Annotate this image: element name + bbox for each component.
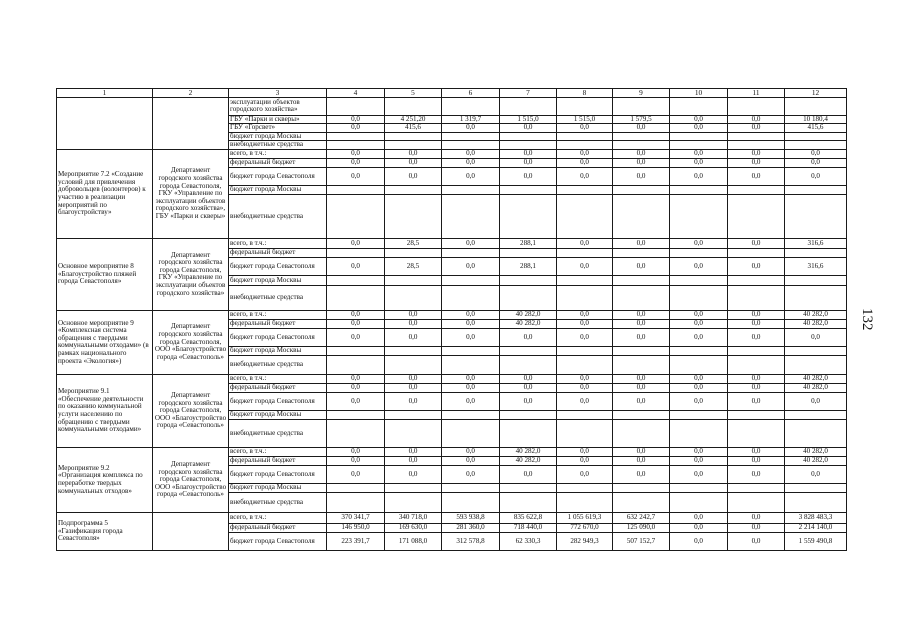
funding-source-label: федеральный бюджет (229, 319, 327, 328)
value-cell: 507 152,7 (613, 532, 670, 550)
value-cell: 1 579,5 (613, 115, 670, 124)
value-cell: 0,0 (385, 447, 442, 456)
value-cell: 0,0 (728, 456, 785, 465)
value-cell: 0,0 (728, 383, 785, 392)
value-cell: 0,0 (785, 392, 847, 410)
value-cell: 0,0 (327, 374, 385, 383)
value-cell: 0,0 (557, 392, 613, 410)
value-cell: 40 282,0 (500, 447, 557, 456)
program-name-cell: Мероприятие 7.2 «Создание условий для привлечения добровольцев (волонтеров) к участию в реализации мероприятий по благоустройству» (57, 149, 153, 238)
executor-cell: Департамент городского хозяйства города Севастополя, ГКУ «Управление по эксплуатации объектов городского хозяйства», ГБУ «Парки и скверы» (153, 149, 229, 238)
value-cell: 0,0 (500, 149, 557, 158)
value-cell: 0,0 (728, 115, 785, 124)
funding-source-label: всего, в т.ч.: (229, 374, 327, 383)
value-cell: 0,0 (728, 374, 785, 383)
value-cell: 0,0 (500, 465, 557, 483)
value-cell: 1 319,7 (442, 115, 500, 124)
funding-source-label: внебюджетные средства (229, 141, 327, 150)
value-cell: 0,0 (385, 328, 442, 346)
funding-source-label: федеральный бюджет (229, 248, 327, 257)
value-cell: 0,0 (670, 149, 728, 158)
value-cell: 0,0 (670, 124, 728, 133)
value-cell: 0,0 (613, 310, 670, 319)
value-cell: 0,0 (327, 447, 385, 456)
value-cell: 1 055 619,3 (557, 512, 613, 523)
value-cell: 0,0 (670, 512, 728, 523)
value-cell: 62 330,3 (500, 532, 557, 550)
value-cell: 0,0 (327, 158, 385, 167)
funding-source-label: внебюджетные средства (229, 285, 327, 310)
value-cell: 0,0 (785, 328, 847, 346)
funding-source-label: ГБУ «Горсвет» (229, 124, 327, 133)
value-cell: 0,0 (670, 115, 728, 124)
value-cell: 0,0 (613, 374, 670, 383)
value-cell: 0,0 (442, 328, 500, 346)
value-cell: 0,0 (327, 167, 385, 185)
funding-source-label: эксплуатации объектов городского хозяйства» (229, 97, 327, 115)
value-cell: 282 949,3 (557, 532, 613, 550)
value-cell: 0,0 (385, 149, 442, 158)
value-cell: 0,0 (327, 328, 385, 346)
executor-cell (153, 512, 229, 550)
value-cell: 0,0 (613, 167, 670, 185)
value-cell: 0,0 (557, 447, 613, 456)
funding-source-label: бюджет города Москвы (229, 410, 327, 419)
column-header: 1 (57, 89, 153, 98)
value-cell: 0,0 (670, 523, 728, 532)
value-cell: 0,0 (385, 456, 442, 465)
value-cell: 3 828 483,3 (785, 512, 847, 523)
column-header: 3 (229, 89, 327, 98)
value-cell: 0,0 (442, 319, 500, 328)
value-cell: 0,0 (613, 124, 670, 133)
funding-source-label: бюджет города Москвы (229, 483, 327, 492)
value-cell: 0,0 (327, 238, 385, 248)
value-cell: 281 360,0 (442, 523, 500, 532)
value-cell: 10 180,4 (785, 115, 847, 124)
column-header: 12 (785, 89, 847, 98)
value-cell: 0,0 (327, 319, 385, 328)
value-cell: 0,0 (557, 465, 613, 483)
value-cell: 0,0 (613, 257, 670, 275)
funding-source-label: федеральный бюджет (229, 383, 327, 392)
value-cell: 0,0 (442, 158, 500, 167)
value-cell: 0,0 (557, 257, 613, 275)
page-number-text: 132 (859, 308, 875, 331)
value-cell: 0,0 (613, 158, 670, 167)
program-name-cell: Основное мероприятие 8 «Благоустройство пляжей города Севастополя» (57, 238, 153, 310)
value-cell: 0,0 (670, 158, 728, 167)
value-cell: 1 515,0 (557, 115, 613, 124)
value-cell: 171 088,0 (385, 532, 442, 550)
funding-source-label: федеральный бюджет (229, 523, 327, 532)
value-cell: 0,0 (500, 374, 557, 383)
value-cell: 0,0 (327, 257, 385, 275)
value-cell: 288,1 (500, 238, 557, 248)
funding-source-label: бюджет города Севастополя (229, 532, 327, 550)
value-cell: 0,0 (728, 167, 785, 185)
value-cell: 0,0 (327, 310, 385, 319)
value-cell: 0,0 (728, 465, 785, 483)
value-cell: 0,0 (442, 392, 500, 410)
value-cell: 0,0 (670, 167, 728, 185)
value-cell: 223 391,7 (327, 532, 385, 550)
funding-source-label: всего, в т.ч.: (229, 310, 327, 319)
executor-cell: Департамент городского хозяйства города Севастополя, ООО «Благоустройство города «Севастополь» (153, 447, 229, 512)
value-cell: 632 242,7 (613, 512, 670, 523)
executor-cell: Департамент городского хозяйства города Севастополя, ООО «Благоустройство города «Севастополь» (153, 310, 229, 374)
value-cell: 169 630,0 (385, 523, 442, 532)
value-cell: 0,0 (442, 124, 500, 133)
column-header: 2 (153, 89, 229, 98)
funding-source-label: бюджет города Москвы (229, 275, 327, 285)
funding-source-label: бюджет города Севастополя (229, 392, 327, 410)
column-header: 6 (442, 89, 500, 98)
funding-source-label: бюджет города Москвы (229, 346, 327, 355)
program-name-cell: Мероприятие 9.1 «Обеспечение деятельности по оказанию коммунальной услуги населению по обращению с твердыми коммунальными отходами» (57, 374, 153, 447)
funding-source-label: внебюджетные средства (229, 419, 327, 447)
value-cell: 40 282,0 (500, 310, 557, 319)
table-row (57, 238, 847, 248)
table-row (57, 310, 847, 319)
funding-source-label: бюджет города Севастополя (229, 465, 327, 483)
value-cell: 288,1 (500, 257, 557, 275)
value-cell: 0,0 (613, 149, 670, 158)
value-cell: 0,0 (500, 158, 557, 167)
value-cell: 316,6 (785, 238, 847, 248)
value-cell: 0,0 (385, 310, 442, 319)
value-cell: 0,0 (327, 115, 385, 124)
value-cell: 0,0 (500, 392, 557, 410)
value-cell: 40 282,0 (785, 319, 847, 328)
value-cell: 0,0 (442, 465, 500, 483)
value-cell: 40 282,0 (785, 383, 847, 392)
funding-source-label: федеральный бюджет (229, 456, 327, 465)
column-header-row (57, 89, 847, 98)
funding-source-label: бюджет города Москвы (229, 132, 327, 141)
value-cell: 370 341,7 (327, 512, 385, 523)
value-cell: 0,0 (557, 149, 613, 158)
value-cell: 0,0 (785, 149, 847, 158)
value-cell: 40 282,0 (785, 447, 847, 456)
column-header: 7 (500, 89, 557, 98)
value-cell: 0,0 (670, 374, 728, 383)
value-cell: 40 282,0 (785, 456, 847, 465)
value-cell: 40 282,0 (785, 310, 847, 319)
value-cell: 0,0 (728, 158, 785, 167)
value-cell: 835 622,8 (500, 512, 557, 523)
table-row (57, 447, 847, 456)
executor-cell (153, 97, 229, 149)
funding-source-label: федеральный бюджет (229, 158, 327, 167)
value-cell: 0,0 (670, 447, 728, 456)
value-cell: 0,0 (442, 374, 500, 383)
value-cell: 0,0 (728, 238, 785, 248)
value-cell: 0,0 (500, 124, 557, 133)
value-cell: 0,0 (613, 456, 670, 465)
value-cell: 0,0 (670, 532, 728, 550)
value-cell: 0,0 (728, 310, 785, 319)
value-cell: 0,0 (385, 383, 442, 392)
value-cell: 0,0 (327, 149, 385, 158)
funding-source-label: всего, в т.ч.: (229, 238, 327, 248)
value-cell: 1 515,0 (500, 115, 557, 124)
value-cell: 0,0 (728, 149, 785, 158)
program-name-cell (57, 97, 153, 149)
value-cell: 0,0 (557, 328, 613, 346)
funding-source-label: бюджет города Москвы (229, 185, 327, 194)
value-cell: 0,0 (728, 328, 785, 346)
value-cell: 0,0 (785, 465, 847, 483)
value-cell: 0,0 (670, 310, 728, 319)
column-header: 4 (327, 89, 385, 98)
value-cell: 0,0 (670, 392, 728, 410)
value-cell: 718 440,0 (500, 523, 557, 532)
value-cell: 0,0 (613, 447, 670, 456)
value-cell: 0,0 (670, 456, 728, 465)
program-name-cell: Основное мероприятие 9 «Комплексная система обращения с твердыми коммунальными отходами» (в рамках национального проекта «Экология») (57, 310, 153, 374)
value-cell: 40 282,0 (500, 456, 557, 465)
value-cell: 0,0 (728, 532, 785, 550)
value-cell: 0,0 (385, 392, 442, 410)
value-cell: 1 559 490,8 (785, 532, 847, 550)
value-cell: 0,0 (613, 238, 670, 248)
value-cell: 0,0 (327, 124, 385, 133)
value-cell: 0,0 (670, 238, 728, 248)
value-cell: 0,0 (670, 328, 728, 346)
column-header: 11 (728, 89, 785, 98)
value-cell: 0,0 (385, 465, 442, 483)
funding-source-label: бюджет города Севастополя (229, 167, 327, 185)
value-cell: 0,0 (442, 447, 500, 456)
value-cell: 0,0 (670, 257, 728, 275)
value-cell: 0,0 (670, 465, 728, 483)
value-cell: 0,0 (785, 167, 847, 185)
funding-source-label: бюджет города Севастополя (229, 328, 327, 346)
value-cell: 0,0 (327, 465, 385, 483)
value-cell: 0,0 (442, 238, 500, 248)
value-cell: 0,0 (613, 383, 670, 392)
column-header: 8 (557, 89, 613, 98)
value-cell: 0,0 (557, 167, 613, 185)
value-cell: 0,0 (557, 383, 613, 392)
value-cell: 0,0 (613, 392, 670, 410)
value-cell: 0,0 (728, 124, 785, 133)
table-row (57, 149, 847, 158)
value-cell: 0,0 (728, 257, 785, 275)
value-cell: 0,0 (385, 167, 442, 185)
funding-source-label: ГБУ «Парки и скверы» (229, 115, 327, 124)
funding-source-label: бюджет города Севастополя (229, 257, 327, 275)
column-header: 5 (385, 89, 442, 98)
value-cell: 28,5 (385, 257, 442, 275)
value-cell: 0,0 (500, 383, 557, 392)
value-cell: 0,0 (385, 319, 442, 328)
value-cell: 0,0 (500, 328, 557, 346)
program-name-cell: Мероприятие 9.2 «Организация комплекса по переработке твердых коммунальных отходов» (57, 447, 153, 512)
value-cell: 0,0 (728, 523, 785, 532)
page-number (859, 300, 879, 334)
value-cell: 40 282,0 (500, 319, 557, 328)
value-cell: 0,0 (557, 319, 613, 328)
value-cell: 28,5 (385, 238, 442, 248)
value-cell: 0,0 (613, 465, 670, 483)
table-row (57, 374, 847, 383)
value-cell: 40 282,0 (785, 374, 847, 383)
funding-source-label: внебюджетные средства (229, 194, 327, 238)
value-cell: 0,0 (442, 310, 500, 319)
program-name-cell: Подпрограмма 5 «Газификация города Севастополя» (57, 512, 153, 550)
value-cell: 0,0 (557, 374, 613, 383)
value-cell: 0,0 (728, 447, 785, 456)
table-row (57, 512, 847, 523)
value-cell: 0,0 (442, 257, 500, 275)
executor-cell: Департамент городского хозяйства города Севастополя, ГКУ «Управление по эксплуатации объектов городского хозяйства» (153, 238, 229, 310)
value-cell: 0,0 (785, 158, 847, 167)
value-cell: 0,0 (728, 319, 785, 328)
funding-source-label: всего, в т.ч.: (229, 149, 327, 158)
value-cell: 0,0 (670, 319, 728, 328)
value-cell: 0,0 (327, 383, 385, 392)
value-cell: 316,6 (785, 257, 847, 275)
value-cell: 0,0 (442, 149, 500, 158)
value-cell: 415,6 (385, 124, 442, 133)
value-cell: 0,0 (385, 374, 442, 383)
value-cell: 0,0 (557, 124, 613, 133)
value-cell: 0,0 (557, 456, 613, 465)
value-cell: 772 670,0 (557, 523, 613, 532)
funding-source-label: всего, в т.ч.: (229, 447, 327, 456)
value-cell: 0,0 (613, 319, 670, 328)
value-cell: 0,0 (728, 392, 785, 410)
executor-cell: Департамент городского хозяйства города Севастополя, ООО «Благоустройство города «Севастополь» (153, 374, 229, 447)
value-cell: 0,0 (728, 512, 785, 523)
value-cell: 125 090,0 (613, 523, 670, 532)
funding-source-label: внебюджетные средства (229, 492, 327, 512)
value-cell: 0,0 (442, 167, 500, 185)
value-cell: 0,0 (500, 167, 557, 185)
column-header: 10 (670, 89, 728, 98)
funding-source-label: внебюджетные средства (229, 355, 327, 374)
value-cell: 593 938,8 (442, 512, 500, 523)
table-row (57, 97, 847, 115)
funding-source-label: всего, в т.ч.: (229, 512, 327, 523)
value-cell: 0,0 (442, 383, 500, 392)
value-cell: 415,6 (785, 124, 847, 133)
value-cell: 0,0 (557, 310, 613, 319)
value-cell: 2 214 140,0 (785, 523, 847, 532)
value-cell: 340 718,0 (385, 512, 442, 523)
value-cell: 0,0 (327, 456, 385, 465)
column-header: 9 (613, 89, 670, 98)
value-cell: 0,0 (327, 392, 385, 410)
value-cell: 0,0 (385, 158, 442, 167)
budget-table (56, 88, 847, 551)
value-cell: 0,0 (613, 328, 670, 346)
value-cell: 0,0 (557, 238, 613, 248)
value-cell: 0,0 (670, 383, 728, 392)
value-cell: 4 251,20 (385, 115, 442, 124)
value-cell: 0,0 (557, 158, 613, 167)
value-cell: 312 578,8 (442, 532, 500, 550)
value-cell: 0,0 (442, 456, 500, 465)
value-cell: 146 950,0 (327, 523, 385, 532)
